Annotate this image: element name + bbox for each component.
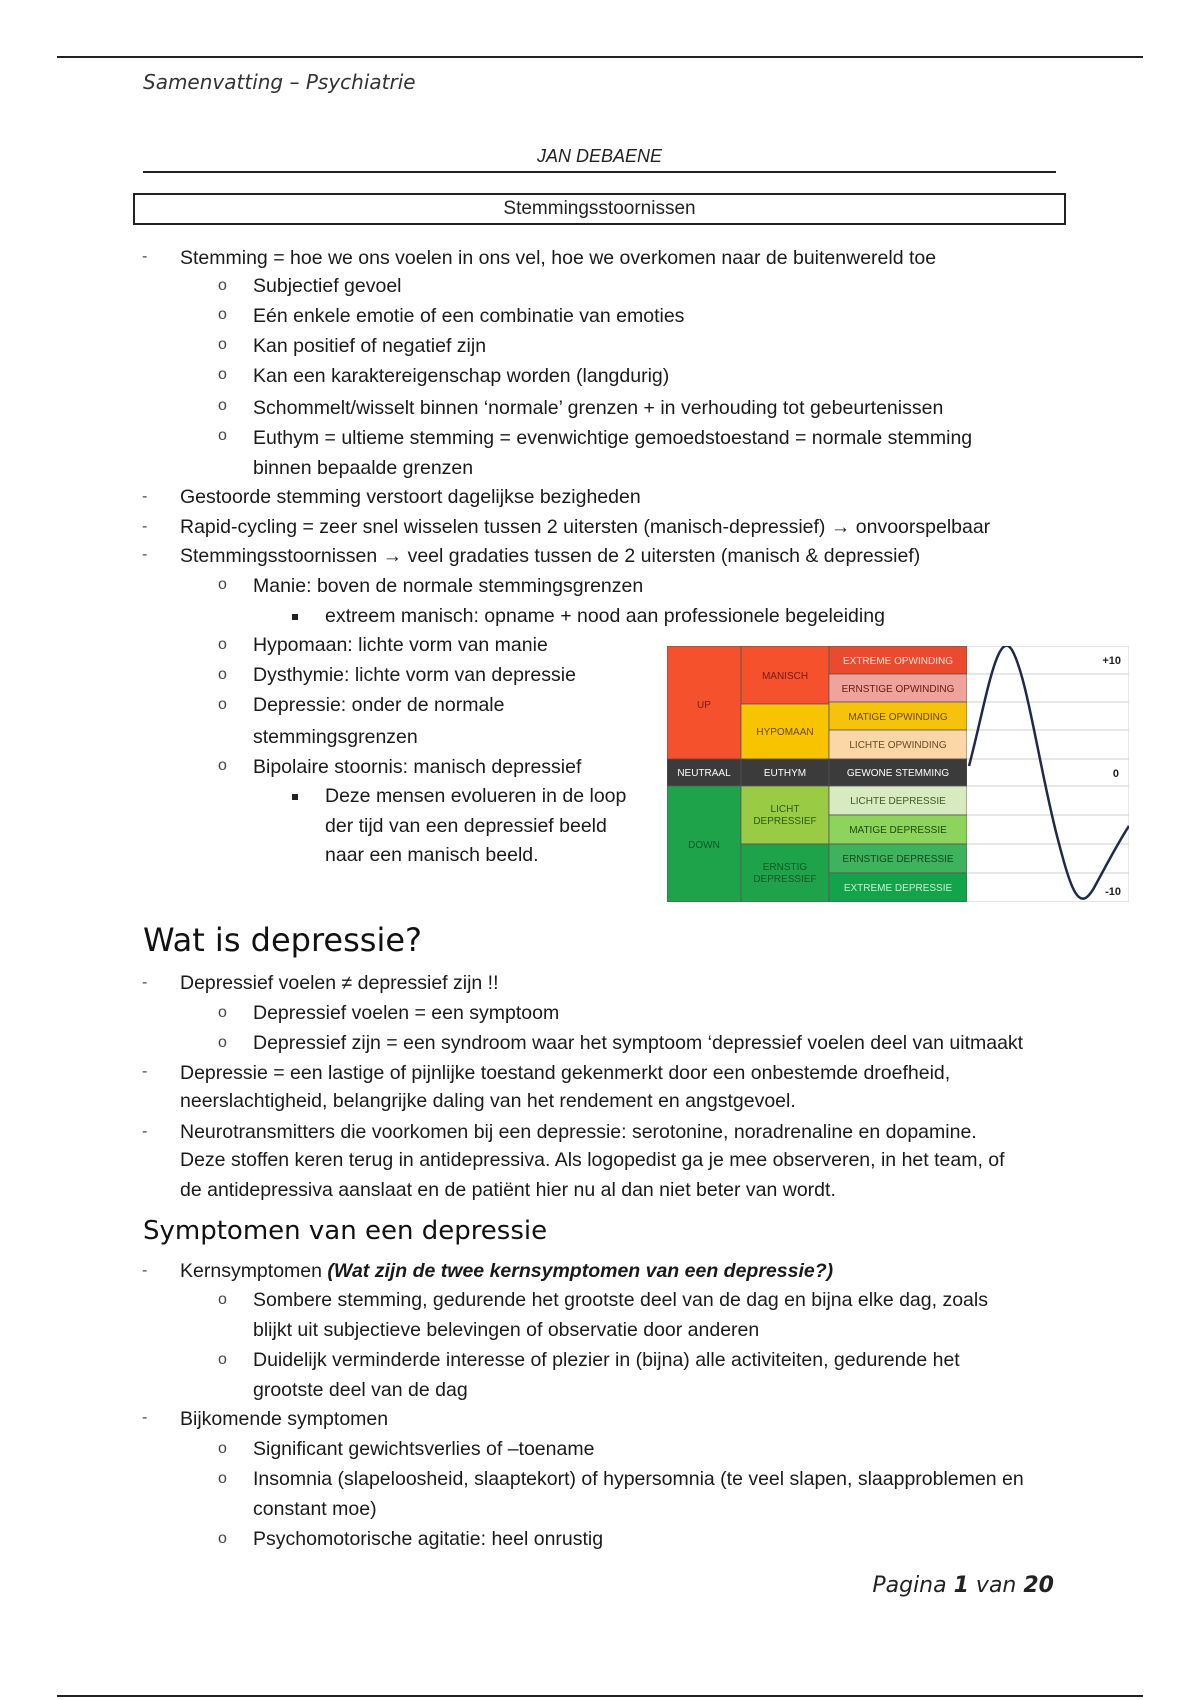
list-item: Kan positief of negatief zijn — [253, 335, 487, 357]
section-title-box: Stemmingsstoornissen — [133, 193, 1066, 225]
list-item: Insomnia (slapeloosheid, slaaptekort) of hypersomnia (te veel slapen, slaapproblemen en — [253, 1468, 1024, 1490]
level-label: EXTREME DEPRESSIE — [843, 883, 953, 894]
level-label: GEWONE STEMMING — [846, 768, 950, 779]
level-label: MATIGE DEPRESSIE — [849, 825, 947, 836]
list-item: Dysthymie: lichte vorm van depressie — [253, 664, 576, 686]
list-item: Depressie: onder de normale — [253, 694, 505, 716]
bullet-continued: de antidepressiva aanslaat en de patiënt hier nu al dan niet beter van wordt. — [180, 1179, 836, 1201]
circle-bullet: o — [218, 366, 227, 383]
circle-bullet: o — [218, 576, 227, 593]
list-item: extreem manisch: opname + nood aan professionele begeleiding — [325, 605, 885, 627]
label-up: UP — [697, 700, 711, 711]
dash-bullet: - — [142, 248, 148, 265]
page-number — [872, 1573, 1054, 1598]
label-ernstig-line2: DEPRESSIEF — [753, 874, 817, 885]
label-neutraal: NEUTRAAL — [677, 768, 731, 779]
dash-bullet: - — [142, 488, 148, 505]
top-rule — [57, 56, 1143, 58]
level-label: MATIGE OPWINDING — [848, 712, 948, 723]
circle-bullet: o — [218, 277, 227, 294]
circle-bullet: o — [218, 427, 227, 444]
author-name: JAN DEBAENE — [536, 146, 663, 166]
page-word: Pagina — [872, 1573, 947, 1598]
bullet-continued: neerslachtigheid, belangrijke daling van het rendement en angstgevoel. — [180, 1090, 796, 1112]
bullet-continued: Deze stoffen keren terug in antidepressiva. Als logopedist ga je mee observeren, in het team, of — [180, 1149, 1005, 1171]
kernsymptomen-question: (Wat zijn de twee kernsymptomen van een depressie?) — [327, 1260, 834, 1282]
heading-symptomen: Symptomen van een depressie — [143, 1216, 548, 1246]
bullet-gestoorde: Gestoorde stemming verstoort dagelijkse bezigheden — [180, 486, 641, 508]
circle-bullet: o — [218, 666, 227, 683]
list-item: Kan een karaktereigenschap worden (langdurig) — [253, 365, 670, 387]
dash-bullet: - — [142, 1123, 148, 1140]
label-euthym: EUTHYM — [763, 768, 807, 779]
bullet-bijkomende: Bijkomende symptomen — [180, 1408, 389, 1430]
dash-bullet: - — [142, 1262, 148, 1279]
circle-bullet: o — [218, 1530, 227, 1547]
dash-bullet: - — [142, 1409, 148, 1426]
list-item: Hypomaan: lichte vorm van manie — [253, 634, 548, 656]
list-item-continued: der tijd van een depressief beeld — [325, 815, 607, 837]
dash-bullet: - — [142, 546, 148, 563]
circle-bullet: o — [218, 1440, 227, 1457]
list-item: Bipolaire stoornis: manisch depressief — [253, 756, 582, 778]
bullet-depressie-definitie: Depressie = een lastige of pijnlijke toestand gekenmerkt door een onbestemde droefheid, — [180, 1062, 951, 1084]
level-label: ERNSTIGE OPWINDING — [841, 684, 955, 695]
bullet-depressief-voelen: Depressief voelen ≠ depressief zijn !! — [180, 972, 499, 994]
list-item-continued: binnen bepaalde grenzen — [253, 457, 474, 479]
list-item-continued: grootste deel van de dag — [253, 1379, 468, 1401]
dash-bullet: - — [142, 518, 148, 535]
circle-bullet: o — [218, 1004, 227, 1021]
list-item: Depressief zijn = een syndroom waar het symptoom ‘depressief voelen deel van uitmaakt — [253, 1032, 1024, 1054]
list-item-continued: stemmingsgrenzen — [253, 726, 418, 748]
level-label: EXTREME OPWINDING — [842, 656, 954, 667]
graph-area — [967, 646, 1129, 902]
author-rule — [143, 171, 1056, 173]
list-item-continued: blijkt uit subjectieve belevingen of observatie door anderen — [253, 1319, 760, 1341]
circle-bullet: o — [218, 1034, 227, 1051]
scale-bottom: -10 — [1105, 886, 1121, 898]
circle-bullet: o — [218, 636, 227, 653]
level-label: LICHTE DEPRESSIE — [850, 796, 946, 807]
bottom-rule — [57, 1695, 1143, 1697]
running-header: Samenvatting – Psychiatrie — [143, 70, 416, 94]
list-item: Eén enkele emotie of een combinatie van emoties — [253, 305, 685, 327]
bullet-stemmingsstoornissen: Stemmingsstoornissen → veel gradaties tussen de 2 uitersten (manisch & depressief) — [180, 545, 921, 567]
square-bullet — [292, 614, 298, 620]
label-hypomaan: HYPOMAAN — [756, 727, 814, 738]
list-item-continued: naar een manisch beeld. — [325, 844, 539, 866]
list-item: Depressief voelen = een symptoom — [253, 1002, 560, 1024]
total-pages: 20 — [1023, 1573, 1054, 1598]
square-bullet — [292, 794, 298, 800]
kernsymptomen-label: Kernsymptomen — [180, 1260, 322, 1282]
current-page: 1 — [953, 1573, 969, 1598]
of-word: van — [975, 1573, 1017, 1598]
dash-bullet: - — [142, 974, 148, 991]
circle-bullet: o — [218, 336, 227, 353]
list-item: Subjectief gevoel — [253, 275, 402, 297]
circle-bullet: o — [218, 1470, 227, 1487]
list-item: Deze mensen evolueren in de loop — [325, 785, 627, 807]
level-label: LICHTE OPWINDING — [849, 740, 947, 751]
list-item: Euthym = ultieme stemming = evenwichtige gemoedstoestand = normale stemming — [253, 427, 973, 449]
heading-wat-is-depressie: Wat is depressie? — [143, 921, 423, 959]
list-item: Psychomotorische agitatie: heel onrustig — [253, 1528, 604, 1550]
circle-bullet: o — [218, 757, 227, 774]
label-licht-line1: LICHT — [770, 804, 800, 815]
level-label: ERNSTIGE DEPRESSIE — [842, 854, 954, 865]
zone-ernstig-depressief — [741, 844, 829, 902]
circle-bullet: o — [218, 1291, 227, 1308]
list-item: Sombere stemming, gedurende het grootste deel van de dag en bijna elke dag, zoals — [253, 1289, 988, 1311]
bullet-rapid-cycling: Rapid-cycling = zeer snel wisselen tussen 2 uitersten (manisch-depressief) → onvoorspelbaar — [180, 516, 991, 538]
bullet-kernsymptomen — [180, 1259, 833, 1283]
label-down: DOWN — [688, 840, 720, 851]
scale-mid: 0 — [1112, 768, 1119, 780]
list-item: Schommelt/wisselt binnen ‘normale’ grenzen + in verhouding tot gebeurtenissen — [253, 397, 944, 419]
zone-licht-depressief — [741, 786, 829, 844]
stemming-definition: Stemming = hoe we ons voelen in ons vel, hoe we overkomen naar de buitenwereld toe — [180, 247, 937, 269]
list-item-continued: constant moe) — [253, 1498, 377, 1520]
circle-bullet: o — [218, 696, 227, 713]
circle-bullet: o — [218, 397, 227, 414]
label-manisch: MANISCH — [761, 671, 809, 682]
list-item: Significant gewichtsverlies of –toename — [253, 1438, 595, 1460]
mood-scale-chart — [667, 646, 1129, 902]
list-item: Duidelijk verminderde interesse of plezier in (bijna) alle activiteiten, gedurende het — [253, 1349, 960, 1371]
label-ernstig-line1: ERNSTIG — [762, 862, 808, 873]
label-licht-line2: DEPRESSIEF — [753, 816, 817, 827]
scale-top: +10 — [1102, 655, 1121, 667]
dash-bullet: - — [142, 1063, 148, 1080]
circle-bullet: o — [218, 306, 227, 323]
circle-bullet: o — [218, 1351, 227, 1368]
bullet-neurotransmitters: Neurotransmitters die voorkomen bij een depressie: serotonine, noradrenaline en dopamine. — [180, 1121, 977, 1143]
list-item: Manie: boven de normale stemmingsgrenzen — [253, 575, 644, 597]
